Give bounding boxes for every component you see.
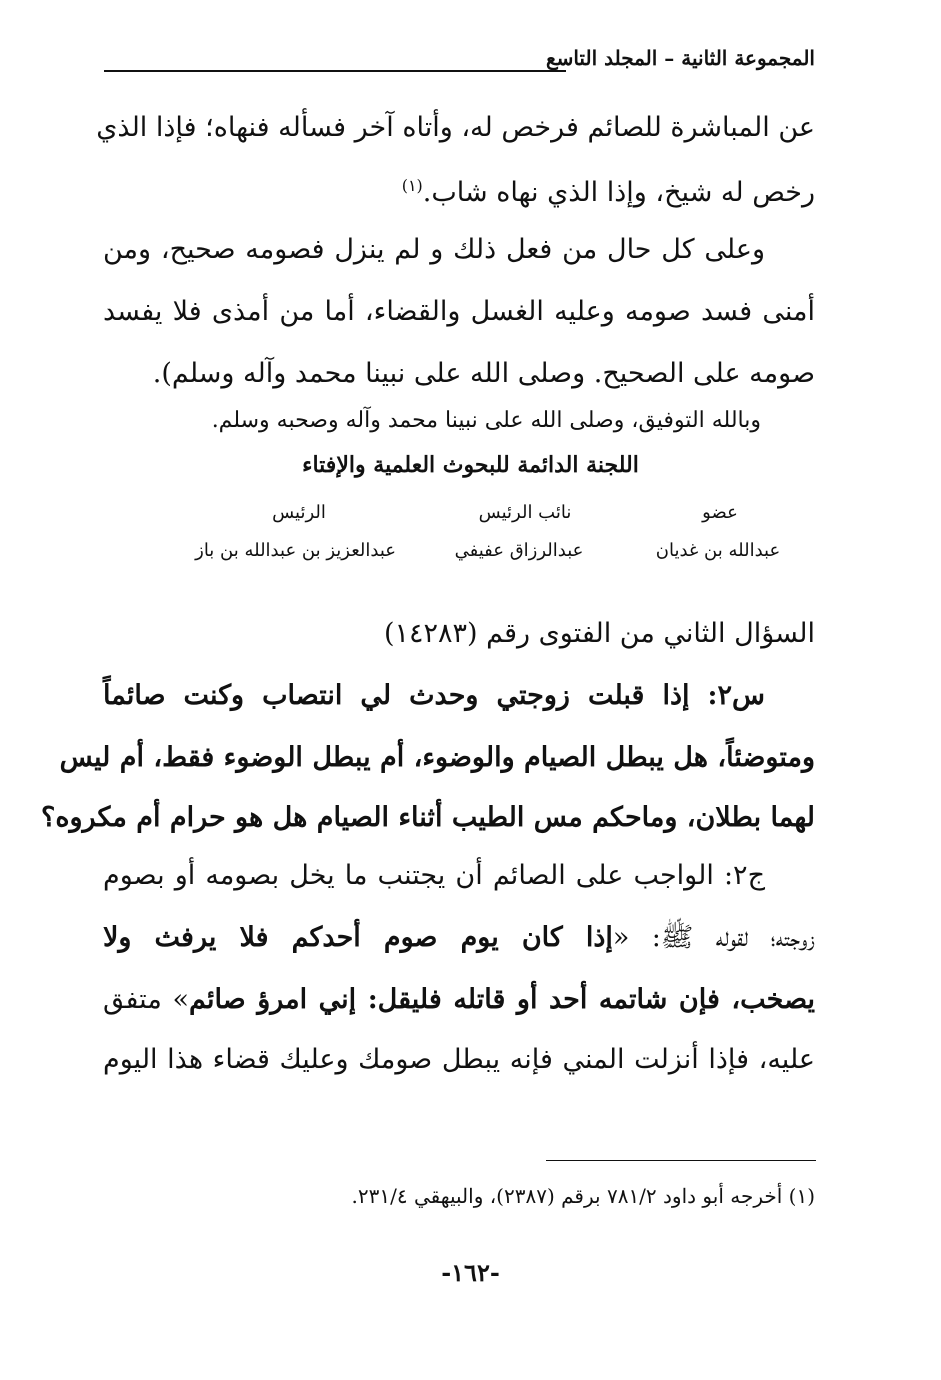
hadith-quote-part-1: إذا كان يوم صوم أحدكم فلا يرفث ولا <box>103 922 613 953</box>
question-line-2: ومتوضئاً، هل يبطل الصيام والوضوء، أم يبطل الوضوء فقط، أم ليس <box>59 742 815 773</box>
signatory-role-member: عضو <box>702 502 738 523</box>
footnote-reference: (١) <box>401 176 423 195</box>
committee-name: اللجنة الدائمة للبحوث العلمية والإفتاء <box>302 452 639 478</box>
running-header: المجموعة الثانية – المجلد التاسع <box>545 46 815 70</box>
signatory-name-chairman: عبدالعزيز بن عبدالله بن باز <box>195 540 396 561</box>
footnote-rule <box>546 1160 816 1161</box>
footnote: (١) أخرجه أبو داود ٧٨١/٢ برقم (٢٣٨٧)، والبيهقي ٢٣١/٤. <box>351 1184 815 1208</box>
page-number: -١٦٢- <box>441 1258 500 1287</box>
answer-line-3-plain: » متفق <box>103 984 190 1015</box>
paragraph-2-line-3: صومه على الصحيح. وصلى الله على نبينا محمد وآله وسلم). <box>152 358 815 389</box>
hadith-quote-part-2: يصخب، فإن شاتمه أحد أو قاتله فليقل: إني امرؤ صائم <box>189 984 815 1015</box>
paragraph-1-line-2 <box>103 166 815 213</box>
question-line-1: س٢: إذا قبلت زوجتي وحدث لي انتصاب وكنت صائماً <box>103 680 765 711</box>
paragraph-2-line-1: وعلى كل حال من فعل ذلك و لم ينزل فصومه صحيح، ومن <box>103 234 765 265</box>
paragraph-1-line-2-text: رخص له شيخ، وإذا الذي نهاه شاب. <box>422 177 815 208</box>
signatory-name-deputy: عبدالرزاق عفيفي <box>454 540 584 561</box>
closing-formula: وبالله التوفيق، وصلى الله على نبينا محمد وآله وصحبه وسلم. <box>211 408 761 433</box>
question-line-3: لهما بطلان، وماحكم مس الطيب أثناء الصيام هل هو حرام أم مكروه؟ <box>41 802 815 833</box>
paragraph-2-line-2: أمنى فسد صومه وعليه الغسل والقضاء، أما من أمذى فلا يفسد <box>103 296 815 327</box>
answer-line-1: ج٢: الواجب على الصائم أن يجتنب ما يخل بصومه أو بصوم <box>103 860 765 891</box>
answer-line-4: عليه، فإذا أنزلت المني فإنه يبطل صومك وعليك قضاء هذا اليوم <box>103 1044 815 1075</box>
question-heading: السؤال الثاني من الفتوى رقم (١٤٢٨٣) <box>383 618 815 649</box>
answer-line-2 <box>103 918 815 958</box>
signatory-name-member: عبدالله بن غديان <box>655 540 781 561</box>
answer-line-3 <box>103 980 815 1020</box>
signatory-role-deputy: نائب الرئيس <box>478 502 572 523</box>
signatory-role-chairman: الرئيس <box>272 502 326 523</box>
header-rule <box>104 70 566 72</box>
answer-line-2-plain: زوجته؛ لقوله ﷺ: « <box>612 922 815 953</box>
paragraph-1-line-1: عن المباشرة للصائم فرخص له، وأتاه آخر فسأله فنهاه؛ فإذا الذي <box>96 112 815 143</box>
